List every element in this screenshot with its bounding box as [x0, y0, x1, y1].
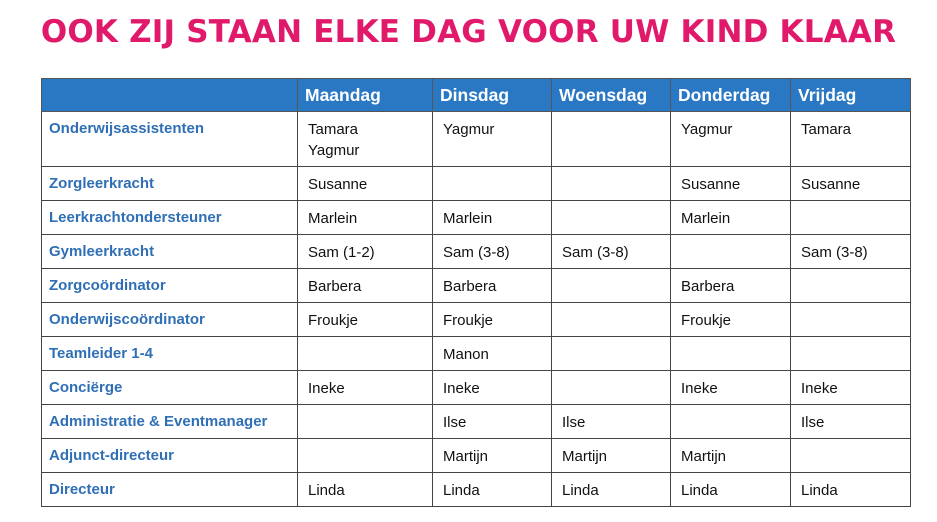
role-label: Onderwijsassistenten [42, 112, 298, 167]
table-row [42, 405, 911, 439]
schedule-cell: Linda [671, 473, 791, 507]
role-label: Zorgleerkracht [42, 167, 298, 201]
schedule-cell [791, 439, 911, 473]
schedule-cell: Ineke [298, 371, 433, 405]
schedule-cell: Linda [433, 473, 552, 507]
staff-schedule-table [41, 78, 911, 507]
schedule-cell: Marlein [298, 201, 433, 235]
schedule-cell: Marlein [433, 201, 552, 235]
schedule-cell: Yagmur [671, 112, 791, 167]
schedule-cell [552, 112, 671, 167]
schedule-cell: Linda [298, 473, 433, 507]
schedule-cell: Yagmur [433, 112, 552, 167]
table-row [42, 269, 911, 303]
schedule-cell: Froukje [298, 303, 433, 337]
schedule-cell [791, 303, 911, 337]
schedule-cell [552, 269, 671, 303]
schedule-cell: Martijn [433, 439, 552, 473]
header-corner-cell [42, 79, 298, 112]
header-row [42, 79, 911, 112]
schedule-cell [433, 167, 552, 201]
schedule-cell: Marlein [671, 201, 791, 235]
schedule-body [42, 112, 911, 507]
schedule-cell: Ineke [433, 371, 552, 405]
schedule-cell: Linda [791, 473, 911, 507]
schedule-cell: Susanne [671, 167, 791, 201]
schedule-cell: Susanne [298, 167, 433, 201]
schedule-cell: Ilse [791, 405, 911, 439]
schedule-cell: Martijn [671, 439, 791, 473]
schedule-cell: Linda [552, 473, 671, 507]
day-header: Woensdag [552, 79, 671, 112]
day-header: Donderdag [671, 79, 791, 112]
table-row [42, 201, 911, 235]
schedule-cell: Sam (3-8) [552, 235, 671, 269]
day-header: Dinsdag [433, 79, 552, 112]
schedule-cell [791, 201, 911, 235]
schedule-cell: Barbera [671, 269, 791, 303]
table-row [42, 473, 911, 507]
schedule-cell: Susanne [791, 167, 911, 201]
role-label: Onderwijscoördinator [42, 303, 298, 337]
page-title: OOK ZIJ STAAN ELKE DAG VOOR UW KIND KLAAR [40, 14, 897, 50]
table-row [42, 167, 911, 201]
table-row [42, 303, 911, 337]
schedule-cell: Tamara [791, 112, 911, 167]
role-label: Teamleider 1-4 [42, 337, 298, 371]
schedule-cell [298, 337, 433, 371]
schedule-cell: Sam (1-2) [298, 235, 433, 269]
schedule-cell: Ilse [433, 405, 552, 439]
role-label: Gymleerkracht [42, 235, 298, 269]
schedule-cell: Froukje [433, 303, 552, 337]
schedule-cell [791, 337, 911, 371]
schedule-cell: Tamara Yagmur [298, 112, 433, 167]
role-label: Administratie & Eventmanager [42, 405, 298, 439]
schedule-cell [671, 405, 791, 439]
schedule-cell [298, 439, 433, 473]
table-row [42, 112, 911, 167]
schedule-cell [791, 269, 911, 303]
schedule-cell [552, 201, 671, 235]
schedule-cell: Ineke [791, 371, 911, 405]
role-label: Directeur [42, 473, 298, 507]
schedule-cell [552, 167, 671, 201]
schedule-cell [671, 235, 791, 269]
schedule-cell [298, 405, 433, 439]
schedule-cell: Sam (3-8) [433, 235, 552, 269]
schedule-cell [552, 371, 671, 405]
schedule-cell: Martijn [552, 439, 671, 473]
schedule-cell [552, 303, 671, 337]
role-label: Zorgcoördinator [42, 269, 298, 303]
schedule-cell: Sam (3-8) [791, 235, 911, 269]
day-header: Maandag [298, 79, 433, 112]
schedule-cell: Ilse [552, 405, 671, 439]
schedule-cell [552, 337, 671, 371]
role-label: Conciërge [42, 371, 298, 405]
table-row [42, 439, 911, 473]
day-header: Vrijdag [791, 79, 911, 112]
schedule-cell: Barbera [298, 269, 433, 303]
schedule-cell: Ineke [671, 371, 791, 405]
table-row [42, 235, 911, 269]
schedule-cell: Barbera [433, 269, 552, 303]
schedule-cell: Froukje [671, 303, 791, 337]
table-row [42, 371, 911, 405]
role-label: Leerkrachtondersteuner [42, 201, 298, 235]
schedule-cell [671, 337, 791, 371]
schedule-cell: Manon [433, 337, 552, 371]
role-label: Adjunct-directeur [42, 439, 298, 473]
table-row [42, 337, 911, 371]
